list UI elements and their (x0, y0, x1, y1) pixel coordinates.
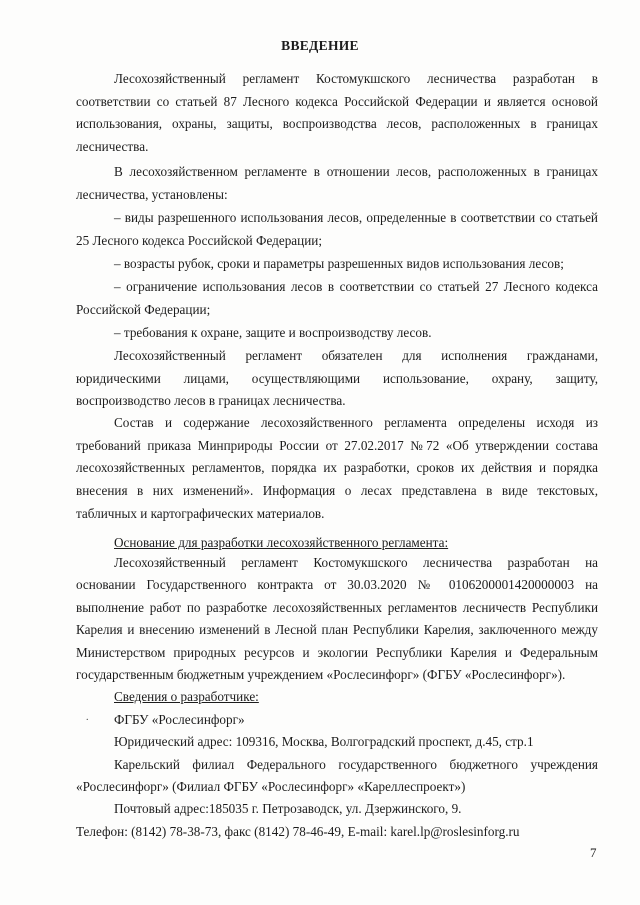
list-item-use-restrictions: – ограничение использования лесов в соответствии со статьей 27 Лесного кодекса Российской Федерации; (76, 279, 598, 317)
basis-paragraph: Лесохозяйственный регламент Костомукшского лесничества разработан на основании Государственного контракта от 30.03.2020 № 0106200001420000003 на выполнение работ по разработке лесохозяйственных регламентов лесничеств Республики Карелия и внесению изменений в Лесной план Республики Карелия, заключенного между Министерством природных ресурсов и экологии Республики Карелия и Федеральным государственным бюджетным учреждением «Рослесинфорг» (ФГБУ «Рослесинфорг»). (76, 555, 598, 683)
list-item-permitted-uses: – виды разрешенного использования лесов, определенные в соответствии со статьей 25 Лесного кодекса Российской Федерации; (76, 210, 598, 248)
page-title: ВВЕДЕНИЕ (281, 38, 359, 53)
postal-address: Почтовый адрес:185035 г. Петрозаводск, ул. Дзержинского, 9. (114, 801, 462, 816)
list-item-protection-requirements: – требования к охране, защите и воспроизводству лесов. (114, 325, 432, 340)
branch-info: Карельский филиал Федерального государственного бюджетного учреждения «Рослесинфорг» (Филиал ФГБУ «Рослесинфорг» «Кареллеспроект») (76, 757, 598, 795)
contact-details: Телефон: (8142) 78-38-73, факс (8142) 78-46-49, E-mail: karel.lp@roslesinforg.ru (76, 824, 520, 839)
scan-dot: . (86, 712, 89, 723)
basis-heading: Основание для разработки лесохозяйственного регламента: (114, 535, 449, 550)
established-paragraph: В лесохозяйственном регламенте в отношении лесов, расположенных в границах лесничества, установлены: (76, 164, 598, 202)
intro-paragraph: Лесохозяйственный регламент Костомукшского лесничества разработан в соответствии со статьей 87 Лесного кодекса Российской Федерации и является основой использования, охраны, защиты, воспроизводства лесов, расположенных в границах лесничества. (76, 71, 598, 155)
legal-address: Юридический адрес: 109316, Москва, Волгоградский проспект, д.45, стр.1 (114, 734, 534, 749)
list-item-felling-ages: – возрасты рубок, сроки и параметры разрешенных видов использования лесов; (114, 256, 564, 271)
developer-heading: Сведения о разработчике: (114, 689, 259, 704)
obligation-paragraph: Лесохозяйственный регламент обязателен для исполнения гражданами, юридическими лицами, осуществляющими использование, охрану, защиту, воспроизводство лесов в границах лесничества. (76, 348, 598, 409)
page-number: 7 (590, 845, 597, 860)
developer-organization: ФГБУ «Рослесинфорг» (114, 712, 245, 727)
composition-paragraph: Состав и содержание лесохозяйственного регламента определены исходя из требований приказа Минприроды России от 27.02.2017 №72 «Об утверждении состава лесохозяйственных регламентов, порядка их разработки, сроков их действия и порядка внесения в них изменений». Информация о лесах представлена в виде текстовых, табличных и картографических материалов. (76, 415, 598, 521)
